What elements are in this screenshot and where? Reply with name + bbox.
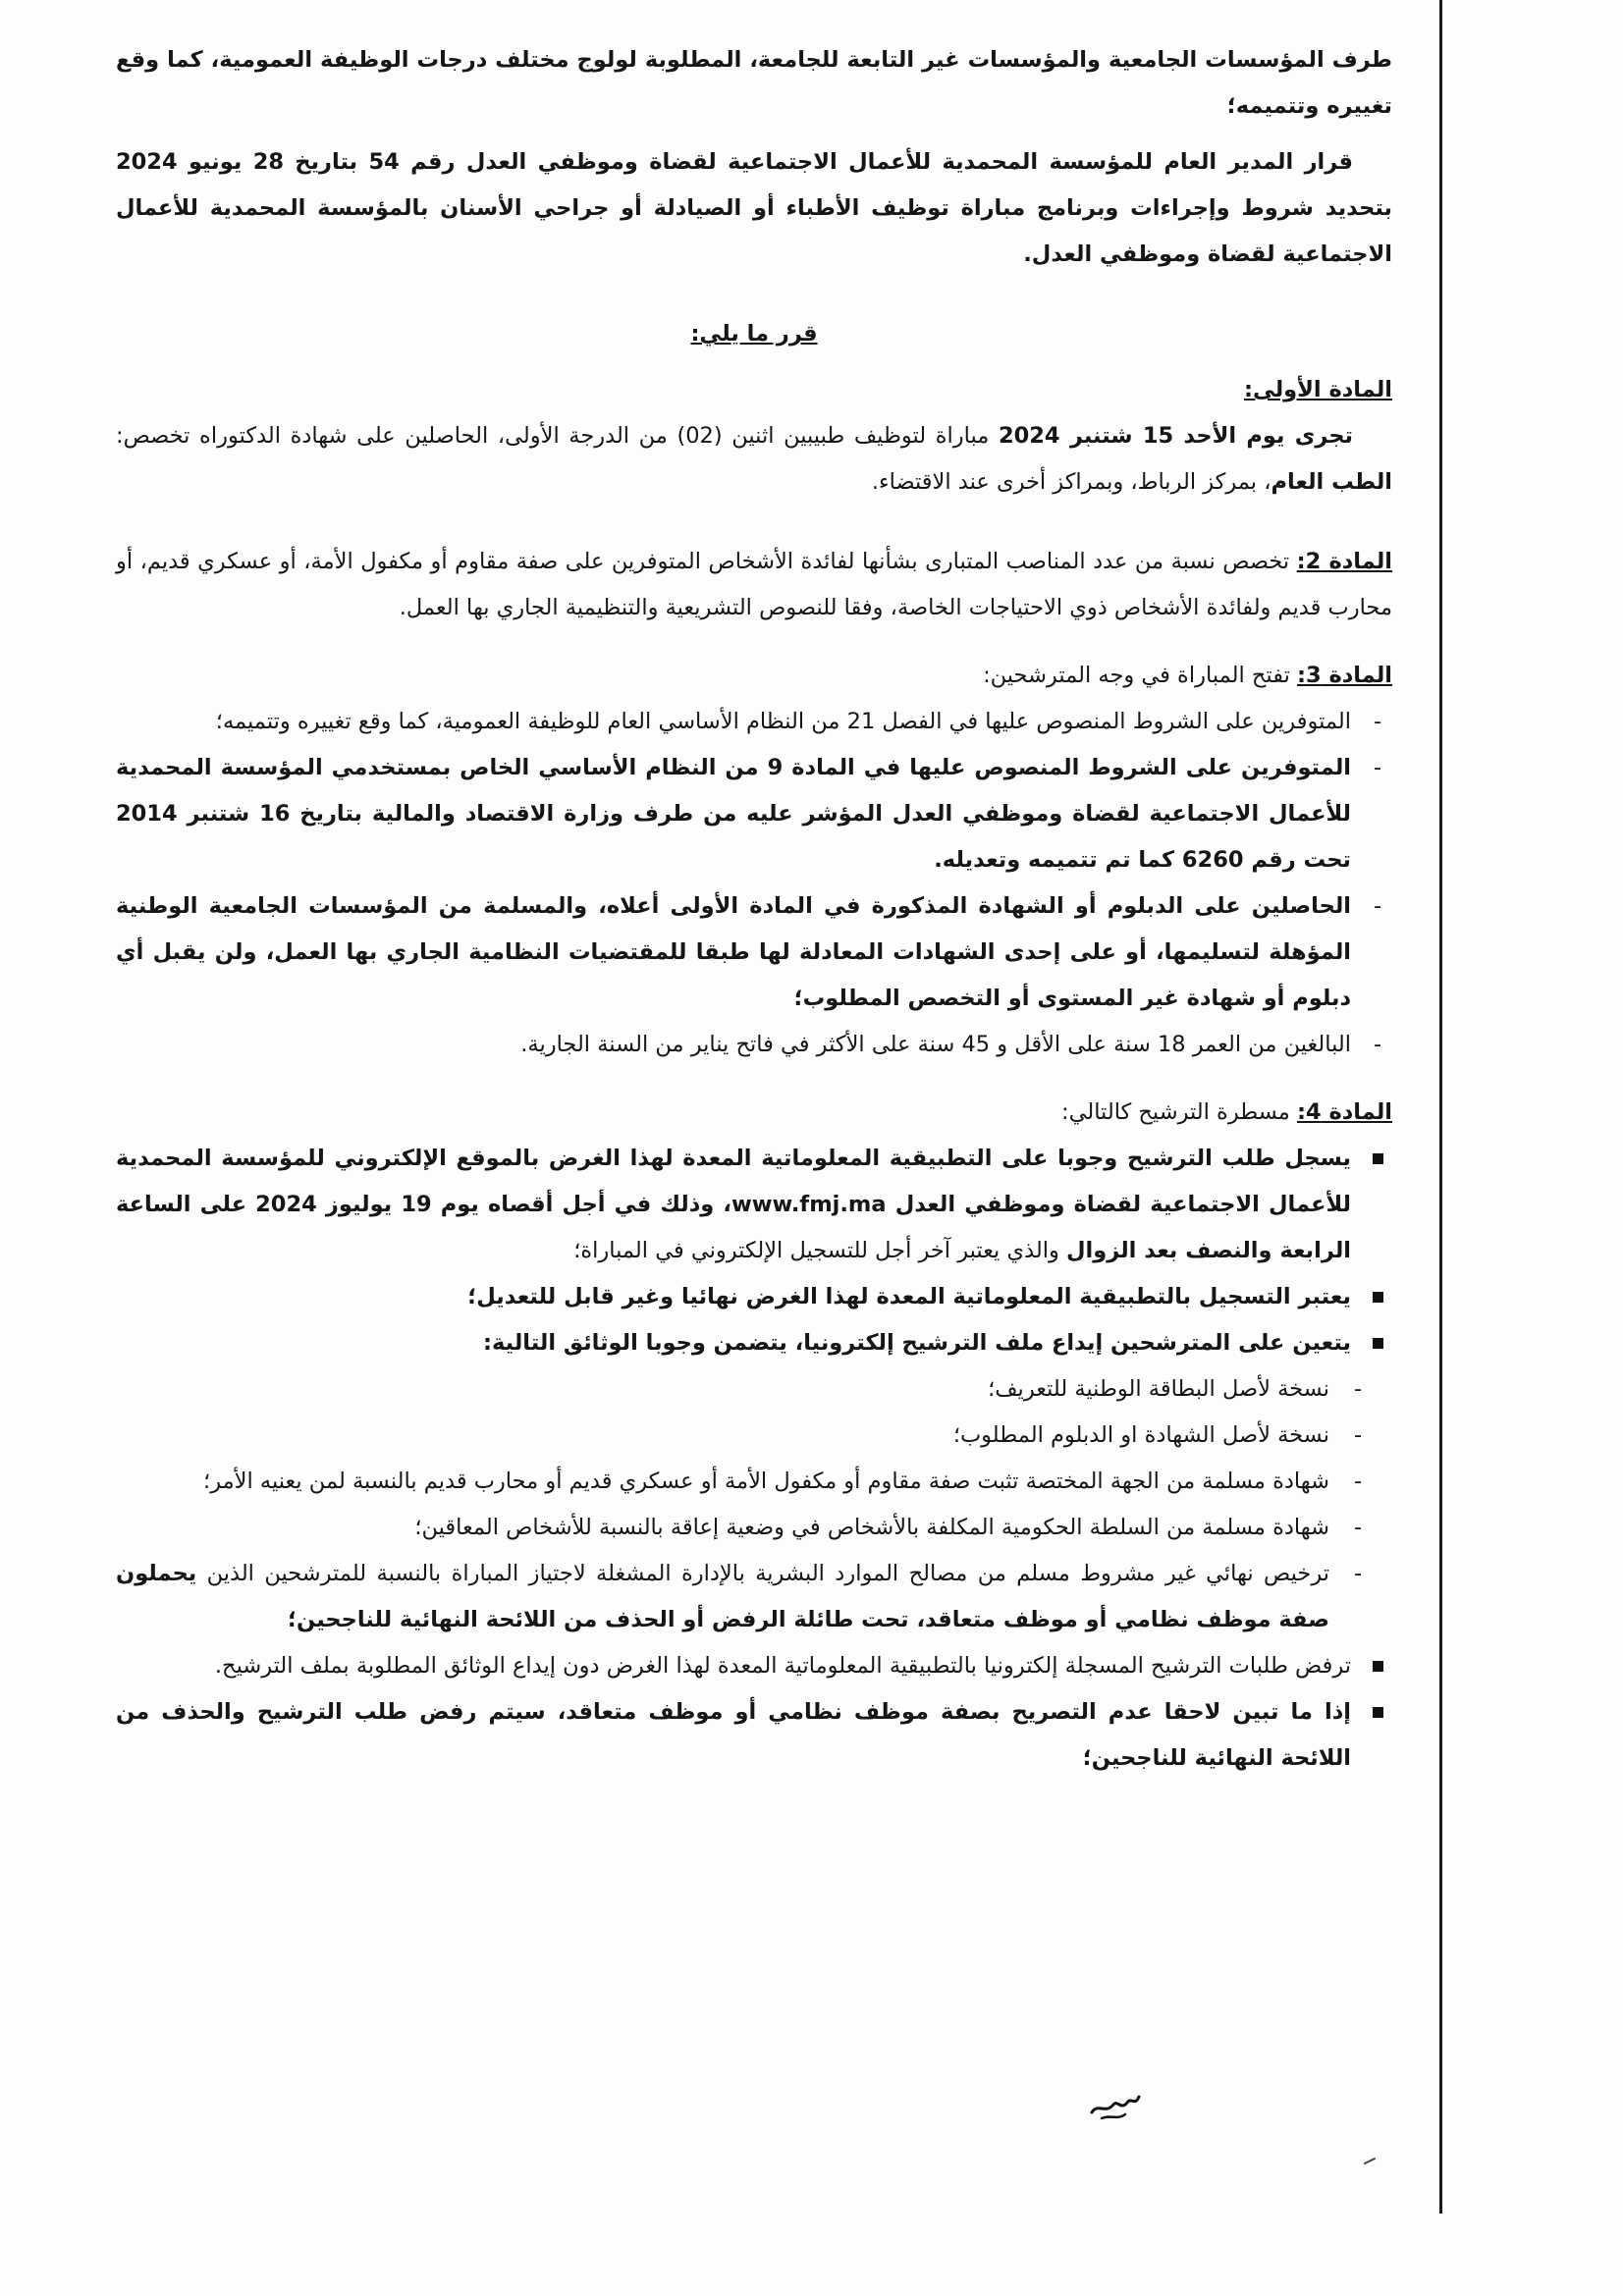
article-1-text [116, 413, 1392, 506]
article-3-heading: المادة 3: [1296, 663, 1392, 688]
article-3-item-3-note: ولن يقبل أي دبلوم أو شهادة غير المستوى أو التخصص المطلوب؛ [116, 939, 1351, 1011]
article-4-bullet-3: يتعين على المترشحين إيداع ملف الترشيح إلكترونيا، يتضمن وجوبا الوثائق التالية: [483, 1330, 1351, 1356]
article-1-body: مباراة لتوظيف طبيبين اثنين (02) من الدرجة الأولى، الحاصلين على شهادة الدكتوراه تخصص: [116, 423, 999, 449]
article-1-heading-line [116, 367, 1392, 413]
article-1-location: ، بمركز الرباط، وبمراكز أخرى عند الاقتضاء. [871, 469, 1271, 495]
list-item [116, 1022, 1392, 1068]
document-item-5-note: يحملون صفة موظف نظامي أو موظف متعاقد، تحت طائلة الرفض أو الحذف من اللائحة النهائية للناجحين؛ [116, 1561, 1329, 1632]
list-item [116, 1274, 1392, 1320]
list-item [116, 1413, 1392, 1459]
article-2-text: تخصص نسبة من عدد المناصب المتبارى بشأنها لفائدة الأشخاص المتوفرين على صفة مقاوم أو مكفول الأمة، أو عسكري قديم، أو محارب قديم ولفائدة الأشخاص ذوي الاحتياجات الخاصة، وفقا للنصوص التشريعية والتنظيمية الجاري بها العمل. [116, 549, 1392, 620]
list-item [116, 1689, 1392, 1782]
list-item [116, 1551, 1392, 1643]
dash-marker: - [1373, 755, 1382, 780]
article-2-heading: المادة 2: [1296, 549, 1393, 574]
article-3-item-4: البالغين من العمر 18 سنة على الأقل و 45 سنة على الأكثر في فاتح يناير من السنة الجارية. [520, 1032, 1351, 1057]
square-bullet-icon [1363, 1689, 1392, 1735]
document-item-5: ترخيص نهائي غير مشروط مسلم من مصالح الموارد البشرية بالإدارة المشغلة لاجتياز المباراة بالنسبة للمترشحين الذين [196, 1561, 1329, 1586]
document-item-1: نسخة لأصل البطاقة الوطنية للتعريف؛ [988, 1376, 1329, 1402]
article-3-intro [116, 653, 1392, 699]
article-4-bullet-1-rest: والذي يعتبر آخر أجل للتسجيل الإلكتروني في المباراة؛ [573, 1238, 1067, 1263]
dash-marker: - [1353, 1376, 1363, 1402]
list-item [116, 1366, 1392, 1413]
dash-marker: - [1373, 1032, 1382, 1057]
dash-marker: - [1373, 893, 1382, 919]
document-item-3: شهادة مسلمة من الجهة المختصة تثبت صفة مقاوم أو مكفول الأمة أو عسكري قديم أو محارب قديم بالنسبة لمن يعنيه الأمر؛ [203, 1468, 1329, 1494]
article-3-item-3: الحاصلين على الدبلوم أو الشهادة المذكورة في المادة الأولى أعلاه، والمسلمة من المؤسسات الجامعية الوطنية المؤهلة لتسليمها، أو على إحدى الشهادات المعادلة لها طبقا للمقتضيات النظامية الجاري بها العمل، [116, 893, 1351, 965]
list-item [116, 1136, 1392, 1274]
article-3-intro-text: تفتح المباراة في وجه المترشحين: [983, 663, 1297, 688]
document-body [116, 37, 1392, 1782]
article-4-bullet-4: ترفض طلبات الترشيح المسجلة إلكترونيا بالتطبيقية المعلوماتية المعدة لهذا الغرض دون إيداع الوثائق المطلوبة بملف الترشيح. [214, 1653, 1351, 1679]
article-3-item-1: المتوفرين على الشروط المنصوص عليها في الفصل 21 من النظام الأساسي العام للوظيفة العمومية، كما وقع تغييره وتتميمه؛ [215, 709, 1351, 734]
document-item-4: شهادة مسلمة من السلطة الحكومية المكلفة بالأشخاص في وضعية إعاقة بالنسبة للأشخاص المعاقين؛ [414, 1515, 1329, 1540]
list-item [116, 699, 1392, 745]
list-item [116, 1505, 1392, 1551]
article-4-intro [116, 1090, 1392, 1136]
article-1-heading: المادة الأولى: [1243, 377, 1392, 402]
pen-mark [1363, 2156, 1379, 2165]
list-item [116, 745, 1392, 883]
dash-marker: - [1353, 1515, 1363, 1540]
decision-paragraph: قرار المدير العام للمؤسسة المحمدية للأعمال الاجتماعية لقضاة وموظفي العدل رقم 54 بتاريخ 28 يونيو 2024 بتحديد شروط وإجراءات وبرنامج مباراة توظيف الأطباء أو الصيادلة أو جراحي الأسنان بالمؤسسة المحمدية للأعمال الاجتماعية لقضاة وموظفي العدل. [116, 149, 1392, 267]
square-bullet-icon [1363, 1274, 1392, 1320]
list-item [116, 883, 1392, 1022]
article-2 [116, 539, 1392, 631]
article-4-bullet-5: إذا ما تبين لاحقا عدم التصريح بصفة موظف نظامي أو موظف متعاقد، سيتم رفض طلب الترشيح والحذف من اللائحة النهائية للناجحين؛ [116, 1699, 1351, 1771]
dash-marker: - [1353, 1422, 1363, 1448]
article-1-specialty: الطب العام [1271, 469, 1392, 495]
list-item [116, 1643, 1392, 1689]
list-item [116, 1459, 1392, 1505]
margin-rule [1439, 0, 1442, 2214]
article-4-bullet-1: يسجل طلب الترشيح وجوبا على التطبيقية المعلوماتية المعدة لهذا الغرض بالموقع الإلكتروني للمؤسسة المحمدية للأعمال الاجتماعية لقضاة وموظفي العدل www.fmj.ma، وذلك في أجل أقصاه يوم 19 يوليوز 2024 على الساعة الرابعة والنصف بعد الزوال [116, 1146, 1351, 1263]
article-1-date: تجرى يوم الأحد 15 شتنبر 2024 [998, 423, 1354, 449]
dash-marker: - [1353, 1561, 1363, 1586]
intro-paragraph: طرف المؤسسات الجامعية والمؤسسات غير التابعة للجامعة، المطلوبة لولوج مختلف درجات الوظيفة العمومية، كما وقع تغييره وتتميمه؛ [116, 47, 1392, 119]
article-4-heading: المادة 4: [1296, 1099, 1392, 1125]
initials-signature [1088, 2085, 1143, 2124]
article-3-item-2: المتوفرين على الشروط المنصوص عليها في المادة 9 من النظام الأساسي الخاص بمستخدمي المؤسسة المحمدية للأعمال الاجتماعية لقضاة وموظفي العدل المؤشر عليه من طرف وزارة الاقتصاد والمالية بتاريخ 16 شتنبر 2014 تحت رقم 6260 كما تم تتميمه وتعديله. [116, 755, 1351, 873]
dash-marker: - [1353, 1468, 1363, 1494]
list-item [116, 1320, 1392, 1366]
square-bullet-icon [1363, 1320, 1392, 1366]
article-4-bullet-2: يعتبر التسجيل بالتطبيقية المعلوماتية المعدة لهذا الغرض نهائيا وغير قابل للتعديل؛ [467, 1284, 1351, 1309]
dash-marker: - [1373, 709, 1382, 734]
decided-heading: قرر ما يلي: [690, 321, 818, 347]
article-4-intro-text: مسطرة الترشيح كالتالي: [1061, 1099, 1297, 1125]
square-bullet-icon [1363, 1136, 1392, 1182]
document-item-2: نسخة لأصل الشهادة او الدبلوم المطلوب؛ [952, 1422, 1329, 1448]
square-bullet-icon [1363, 1643, 1392, 1689]
